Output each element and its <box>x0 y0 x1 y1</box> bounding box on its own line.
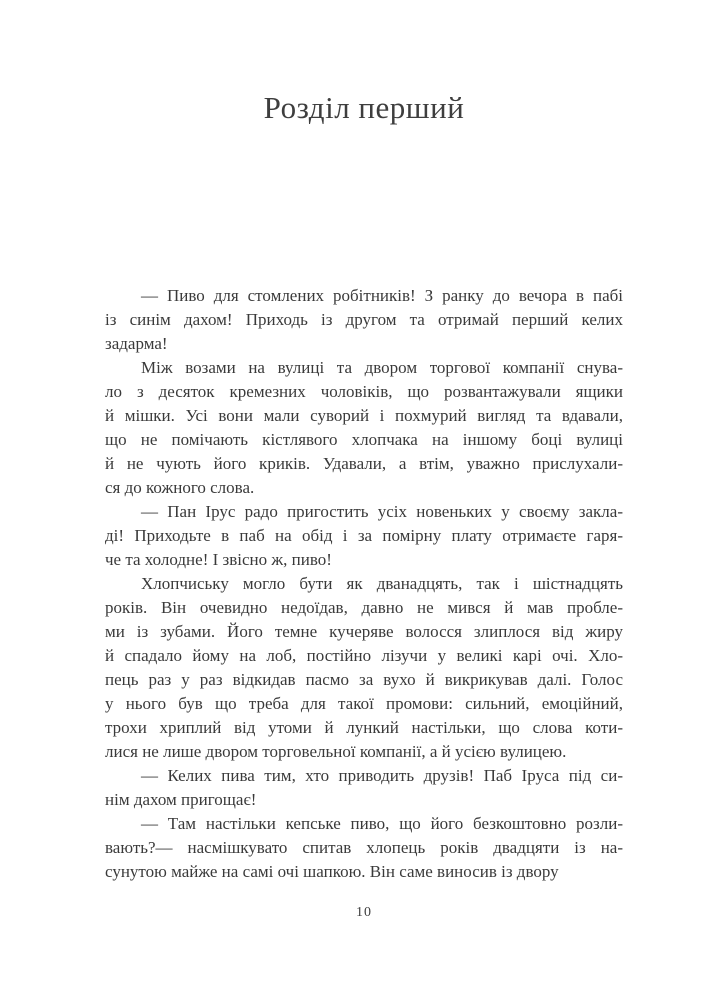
text-line: ді! Приходьте в паб на обід і за помірну плату отримаєте гаря- <box>105 526 623 545</box>
page-number: 10 <box>356 905 372 920</box>
text-line: що не помічають кістлявого хлопчака на іншому боці вулиці <box>105 430 623 449</box>
text-line: й мішки. Усі вони мали суворий і похмурий вигляд та вдавали, <box>105 406 623 425</box>
text-line: Між возами на вулиці та двором торгової компанії снува- <box>141 358 623 377</box>
paragraph <box>105 284 623 356</box>
text-line: вають?— насмішкувато спитав хлопець років двадцяти із на- <box>105 838 623 857</box>
text-line: у нього був що треба для такої промови: сильний, емоційний, <box>105 694 623 713</box>
text-line: — Пиво для стомлених робітників! З ранку до вечора в пабі <box>141 286 623 305</box>
text-line: й не чують його криків. Удавали, а втім, уважно прислухали- <box>105 454 623 473</box>
text-line: із синім дахом! Приходь із другом та отримай перший келих <box>105 310 623 329</box>
text-line: й спадало йому на лоб, постійно лізучи у великі карі очі. Хло- <box>105 646 623 665</box>
text-line: ся до кожного слова. <box>105 478 255 497</box>
chapter-title: Розділ перший <box>263 90 465 125</box>
text-line: років. Він очевидно недоїдав, давно не мився й мав пробле- <box>105 598 623 617</box>
paragraph <box>105 500 623 572</box>
text-line: трохи хриплий від утоми й лункий настільки, що слова коти- <box>105 718 623 737</box>
text-line: — Там настільки кепське пиво, що його безкоштовно розли- <box>141 814 623 833</box>
text-line: ло з десяток кремезних чоловіків, що розвантажували ящики <box>105 382 623 401</box>
text-line: пець раз у раз відкидав пасмо за вухо й викрикував далі. Голос <box>105 670 623 689</box>
paragraph <box>105 764 623 812</box>
body-text <box>105 284 623 884</box>
text-line: задарма! <box>105 334 168 353</box>
text-line: сунутою майже на самі очі шапкою. Він саме виносив із двору <box>105 862 559 881</box>
text-line: — Пан Ірус радо пригостить усіх новеньких у своєму закла- <box>141 502 623 521</box>
text-line: ми із зубами. Його темне кучеряве волосся злиплося від жиру <box>105 622 623 641</box>
text-line: че та холодне! І звісно ж, пиво! <box>105 550 332 569</box>
text-line: — Келих пива тим, хто приводить друзів! Паб Іруса під си- <box>141 766 623 785</box>
text-line: лися не лише двором торговельної компанії, а й усією вулицею. <box>105 742 567 761</box>
paragraph <box>105 356 623 500</box>
text-line: нім дахом пригощає! <box>105 790 257 809</box>
paragraph <box>105 572 623 764</box>
text-line: Хлопчиську могло бути як дванадцять, так і шістнадцять <box>141 574 623 593</box>
paragraph <box>105 812 623 884</box>
